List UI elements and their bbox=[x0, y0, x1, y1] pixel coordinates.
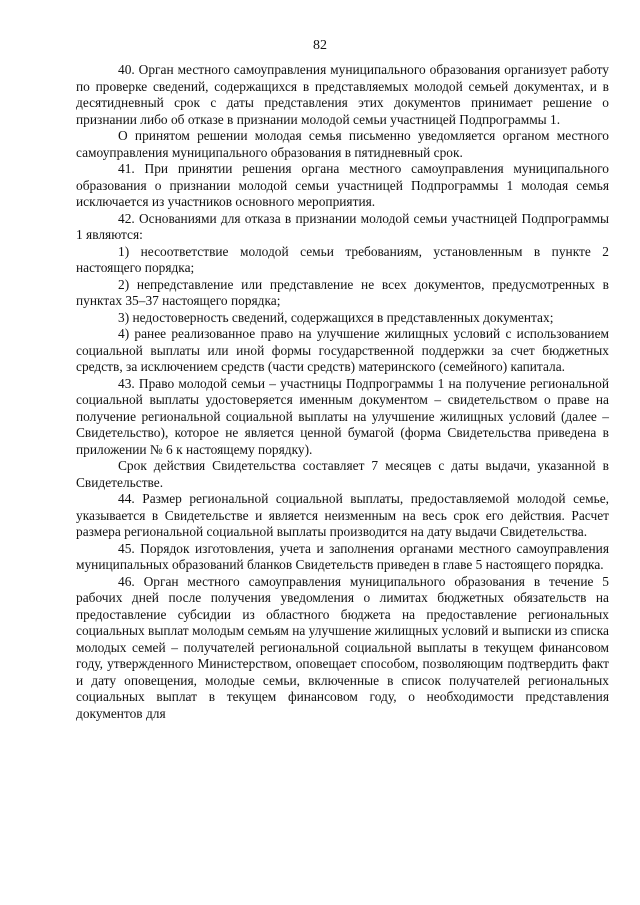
refusal-reason-4: 4) ранее реализованное право на улучшение жилищных условий с использованием социальной выплаты или иной формы государственной поддержки за счет бюджетных средств, за исключением средств (части средств) материнского (семейного) капитала. bbox=[76, 326, 609, 374]
paragraph-decision-notice: О принятом решении молодая семья письменно уведомляется органом местного самоуправления муниципального образования в пятидневный срок. bbox=[76, 128, 609, 160]
paragraph-42: 42. Основаниями для отказа в признании молодой семьи участницей Подпрограммы 1 являются: bbox=[76, 210, 609, 242]
paragraph-43: 43. Право молодой семьи – участницы Подпрограммы 1 на получение региональной социальной выплаты удостоверяется именным документом – свидетельством о праве на получение региональной социальной выплаты на улучшение жилищных условий (далее – Свидетельство), которое не является ценной бумагой (форма Свидетельства приведена в приложении № 6 к настоящему порядку). bbox=[76, 375, 609, 457]
paragraph-45: 45. Порядок изготовления, учета и заполнения органами местного самоуправления муниципальных образований бланков Свидетельств приведен в главе 5 настоящего порядка. bbox=[76, 540, 609, 572]
paragraph-certificate-validity: Срок действия Свидетельства составляет 7 месяцев с даты выдачи, указанной в Свидетельстве. bbox=[76, 458, 609, 490]
page-number: 82 bbox=[313, 38, 327, 53]
refusal-reason-2: 2) непредставление или представление не всех документов, предусмотренных в пунктах 35–37 настоящего порядка; bbox=[76, 276, 609, 308]
document-body bbox=[76, 62, 609, 722]
paragraph-44: 44. Размер региональной социальной выплаты, предоставляемой молодой семье, указывается в Свидетельстве и является неизменным на весь срок его действия. Расчет размера региональной социальной выплаты производится на дату выдачи Свидетельства. bbox=[76, 491, 609, 539]
refusal-reason-3: 3) недостоверность сведений, содержащихся в представленных документах; bbox=[118, 309, 554, 325]
paragraph-40: 40. Орган местного самоуправления муниципального образования организует работу по проверке сведений, содержащихся в представляемых молодой семьей документах, и в десятидневный срок с даты представления этих документов принимает решение о признании либо об отказе в признании молодой семьи участницей Подпрограммы 1. bbox=[76, 62, 609, 127]
refusal-reason-1: 1) несоответствие молодой семьи требованиям, установленным в пункте 2 настоящего порядка; bbox=[76, 243, 609, 275]
paragraph-46: 46. Орган местного самоуправления муниципального образования в течение 5 рабочих дней после получения уведомления о лимитах бюджетных обязательств на предоставление субсидии из областного бюджета на предоставление региональных социальных выплат молодым семьям на улучшение жилищных условий и выписки из списка молодых семей – получателей региональной социальной выплаты в текущем финансовом году, утвержденного Министерством, оповещает способом, позволяющим подтвердить факт и дату оповещения, молодые семьи, включенные в список получателей региональных социальных выплат в текущем финансовом году, о необходимости представления документов для bbox=[76, 573, 609, 721]
paragraph-41: 41. При принятии решения органа местного самоуправления муниципального образования о признании молодой семьи участницей Подпрограммы 1 молодая семья исключается из участников основного мероприятия. bbox=[76, 161, 609, 209]
